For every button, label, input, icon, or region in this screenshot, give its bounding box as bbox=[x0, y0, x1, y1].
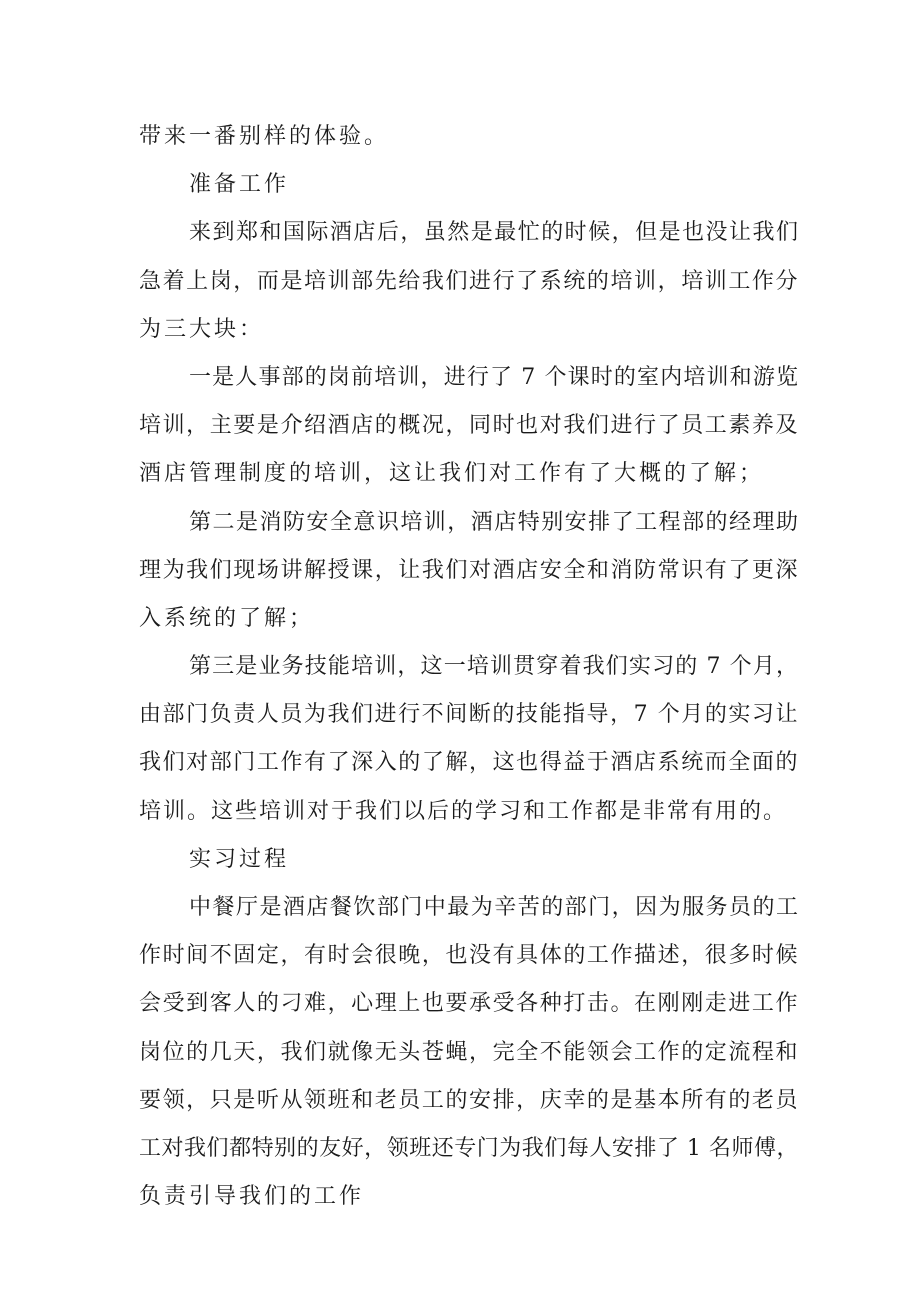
text-line: 我们对部门工作有了深入的了解，这也得益于酒店系统而全面的 bbox=[139, 750, 799, 776]
text-line: 中餐厅是酒店餐饮部门中最为辛苦的部门，因为服务员的工 bbox=[189, 895, 799, 920]
text-line: 带来一番别样的体验。 bbox=[139, 124, 390, 149]
text-line: 急着上岗，而是培训部先给我们进行了系统的培训，培训工作分 bbox=[139, 268, 799, 294]
text-line: 第三是业务技能培训，这一培训贯穿着我们实习的 7 个月， bbox=[189, 654, 799, 680]
section-heading-preparation: 准备工作 bbox=[189, 172, 290, 198]
text-line: 由部门负责人员为我们进行不间断的技能指导，7 个月的实习让 bbox=[139, 702, 799, 728]
text-line: 会受到客人的刁难，心理上也要承受各种打击。在刚刚走进工作 bbox=[139, 991, 799, 1017]
text-line: 培训。这些培训对于我们以后的学习和工作都是非常有用的。 bbox=[139, 798, 788, 824]
text-line: 要领，只是听从领班和老员工的安排，庆幸的是基本所有的老员 bbox=[139, 1087, 799, 1113]
text-line: 来到郑和国际酒店后，虽然是最忙的时候，但是也没让我们 bbox=[189, 220, 799, 246]
text-line: 作时间不固定，有时会很晚，也没有具体的工作描述，很多时候 bbox=[139, 943, 799, 969]
text-line: 负责引导我们的工作 bbox=[139, 1184, 365, 1210]
text-line: 工对我们都特别的友好，领班还专门为我们每人安排了 1 名师傅， bbox=[139, 1135, 799, 1161]
text-line: 一是人事部的岗前培训，进行了 7 个课时的室内培训和游览 bbox=[189, 364, 799, 390]
text-line: 理为我们现场讲解授课，让我们对酒店安全和消防常识有了更深 bbox=[139, 557, 799, 583]
section-heading-internship-process: 实习过程 bbox=[189, 846, 290, 872]
text-line: 酒店管理制度的培训，这让我们对工作有了大概的了解； bbox=[139, 461, 765, 487]
text-line: 岗位的几天，我们就像无头苍蝇，完全不能领会工作的定流程和 bbox=[139, 1039, 799, 1065]
text-line: 第二是消防安全意识培训，酒店特别安排了工程部的经理助 bbox=[189, 509, 799, 535]
document-body bbox=[139, 113, 799, 1221]
text-line: 培训，主要是介绍酒店的概况，同时也对我们进行了员工素养及 bbox=[139, 413, 799, 439]
text-line: 为三大块： bbox=[139, 316, 265, 342]
text-line: 入系统的了解； bbox=[139, 605, 315, 631]
